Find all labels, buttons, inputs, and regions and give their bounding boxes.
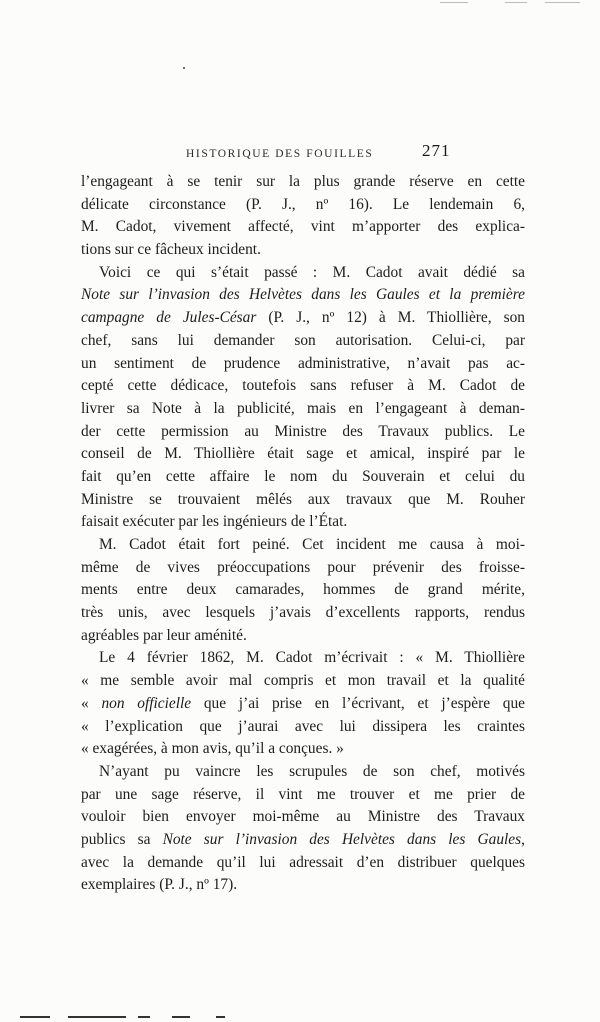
paragraph (81, 534, 525, 647)
text-fragment: publics sa (81, 830, 163, 848)
text-line: N’ayant pu vaincre les scrupules de son chef, motivés (99, 762, 525, 780)
text-line: très unis, avec lesquels j’avais d’excellents rapports, rendus (81, 604, 525, 622)
text-line: fait qu’en cette affaire le nom du Souverain et celui du (81, 467, 525, 485)
text-line: der cette permission au Ministre des Travaux publics. Le (81, 422, 525, 440)
text-line: M. Cadot était fort peiné. Cet incident me causa à moi- (99, 536, 525, 553)
bottom-edge-marks (20, 1016, 240, 1019)
text-line: un sentiment de prudence administrative, n’avait pas ac- (81, 354, 525, 372)
text-line: « exagérées, à mon avis, qu’il a conçues. » (81, 740, 344, 758)
text-line: exemplaires (P. J., nº 17). (81, 876, 238, 894)
text-line: avec la demande qu’il lui adressait d’en distribuer quelques (81, 853, 525, 871)
text-line: vouloir bien envoyer moi-même au Ministre des Travaux (81, 808, 525, 826)
italic-title: Note sur l’invasion des Helvètes dans les Gaules et la première (81, 286, 525, 304)
text-line: chef, sans lui demander son autorisation. Celui-ci, par (81, 331, 525, 349)
running-title: HISTORIQUE DES FOUILLES (186, 148, 374, 160)
italic-title: campagne de Jules-César (81, 309, 257, 327)
text-fragment: , (521, 830, 525, 848)
text-line: Voici ce qui s’était passé : M. Cadot avait dédié sa (99, 263, 525, 281)
text-fragment: (P. J., nº 12) à M. Thiollière, son (256, 309, 525, 327)
text-line: « me semble avoir mal compris et mon travail et la qualité (81, 672, 525, 690)
italic-title: Note sur l’invasion des Helvètes dans les Gaules (162, 830, 522, 848)
text-line: ments entre deux camarades, hommes de grand mérite, (81, 581, 525, 599)
text-line: délicate circonstance (P. J., nº 16). Le lendemain 6, (81, 195, 525, 213)
text-line: M. Cadot, vivement affecté, vint m’apporter des explica- (81, 218, 525, 236)
text-line: l’engageant à se tenir sur la plus grande réserve en cette (81, 173, 525, 190)
body-text (81, 171, 525, 897)
text-line: Ministre se trouvaient mêlés aux travaux que M. Rouher (81, 490, 525, 508)
text-fragment: que j’ai prise en l’écrivant, et j’espère que (191, 694, 525, 712)
text-line: agréables par leur aménité. (81, 626, 247, 644)
text-line: tions sur ce fâcheux incident. (81, 241, 261, 259)
text-line (81, 829, 525, 852)
text-line (81, 693, 525, 716)
text-line (81, 284, 525, 307)
text-line: conseil de M. Thiollière était sage et amical, inspiré par le (81, 445, 525, 463)
paragraph (81, 171, 525, 262)
text-line: livrer sa Note à la publicité, mais en l’engageant à deman- (81, 399, 525, 417)
paragraph (81, 262, 525, 534)
text-line: faisait exécuter par les ingénieurs de l’État. (81, 513, 348, 531)
italic-phrase: non officielle (101, 694, 192, 712)
text-line: même de vives préoccupations pour prévenir des froisse- (81, 558, 525, 576)
page-number: 271 (422, 141, 451, 160)
text-fragment: « (81, 694, 102, 712)
text-line: « l’explication que j’aurai avec lui dissipera les craintes (81, 717, 525, 735)
text-line: cepté cette dédicace, toutefois sans refuser à M. Cadot de (81, 377, 525, 395)
ink-speck (183, 67, 185, 69)
text-line (81, 307, 525, 330)
text-line: par une sage réserve, il vint me trouver et me prier de (81, 785, 525, 803)
paragraph (81, 647, 525, 760)
paragraph (81, 761, 525, 897)
text-line: Le 4 février 1862, M. Cadot m’écrivait : « M. Thiollière (99, 649, 525, 667)
